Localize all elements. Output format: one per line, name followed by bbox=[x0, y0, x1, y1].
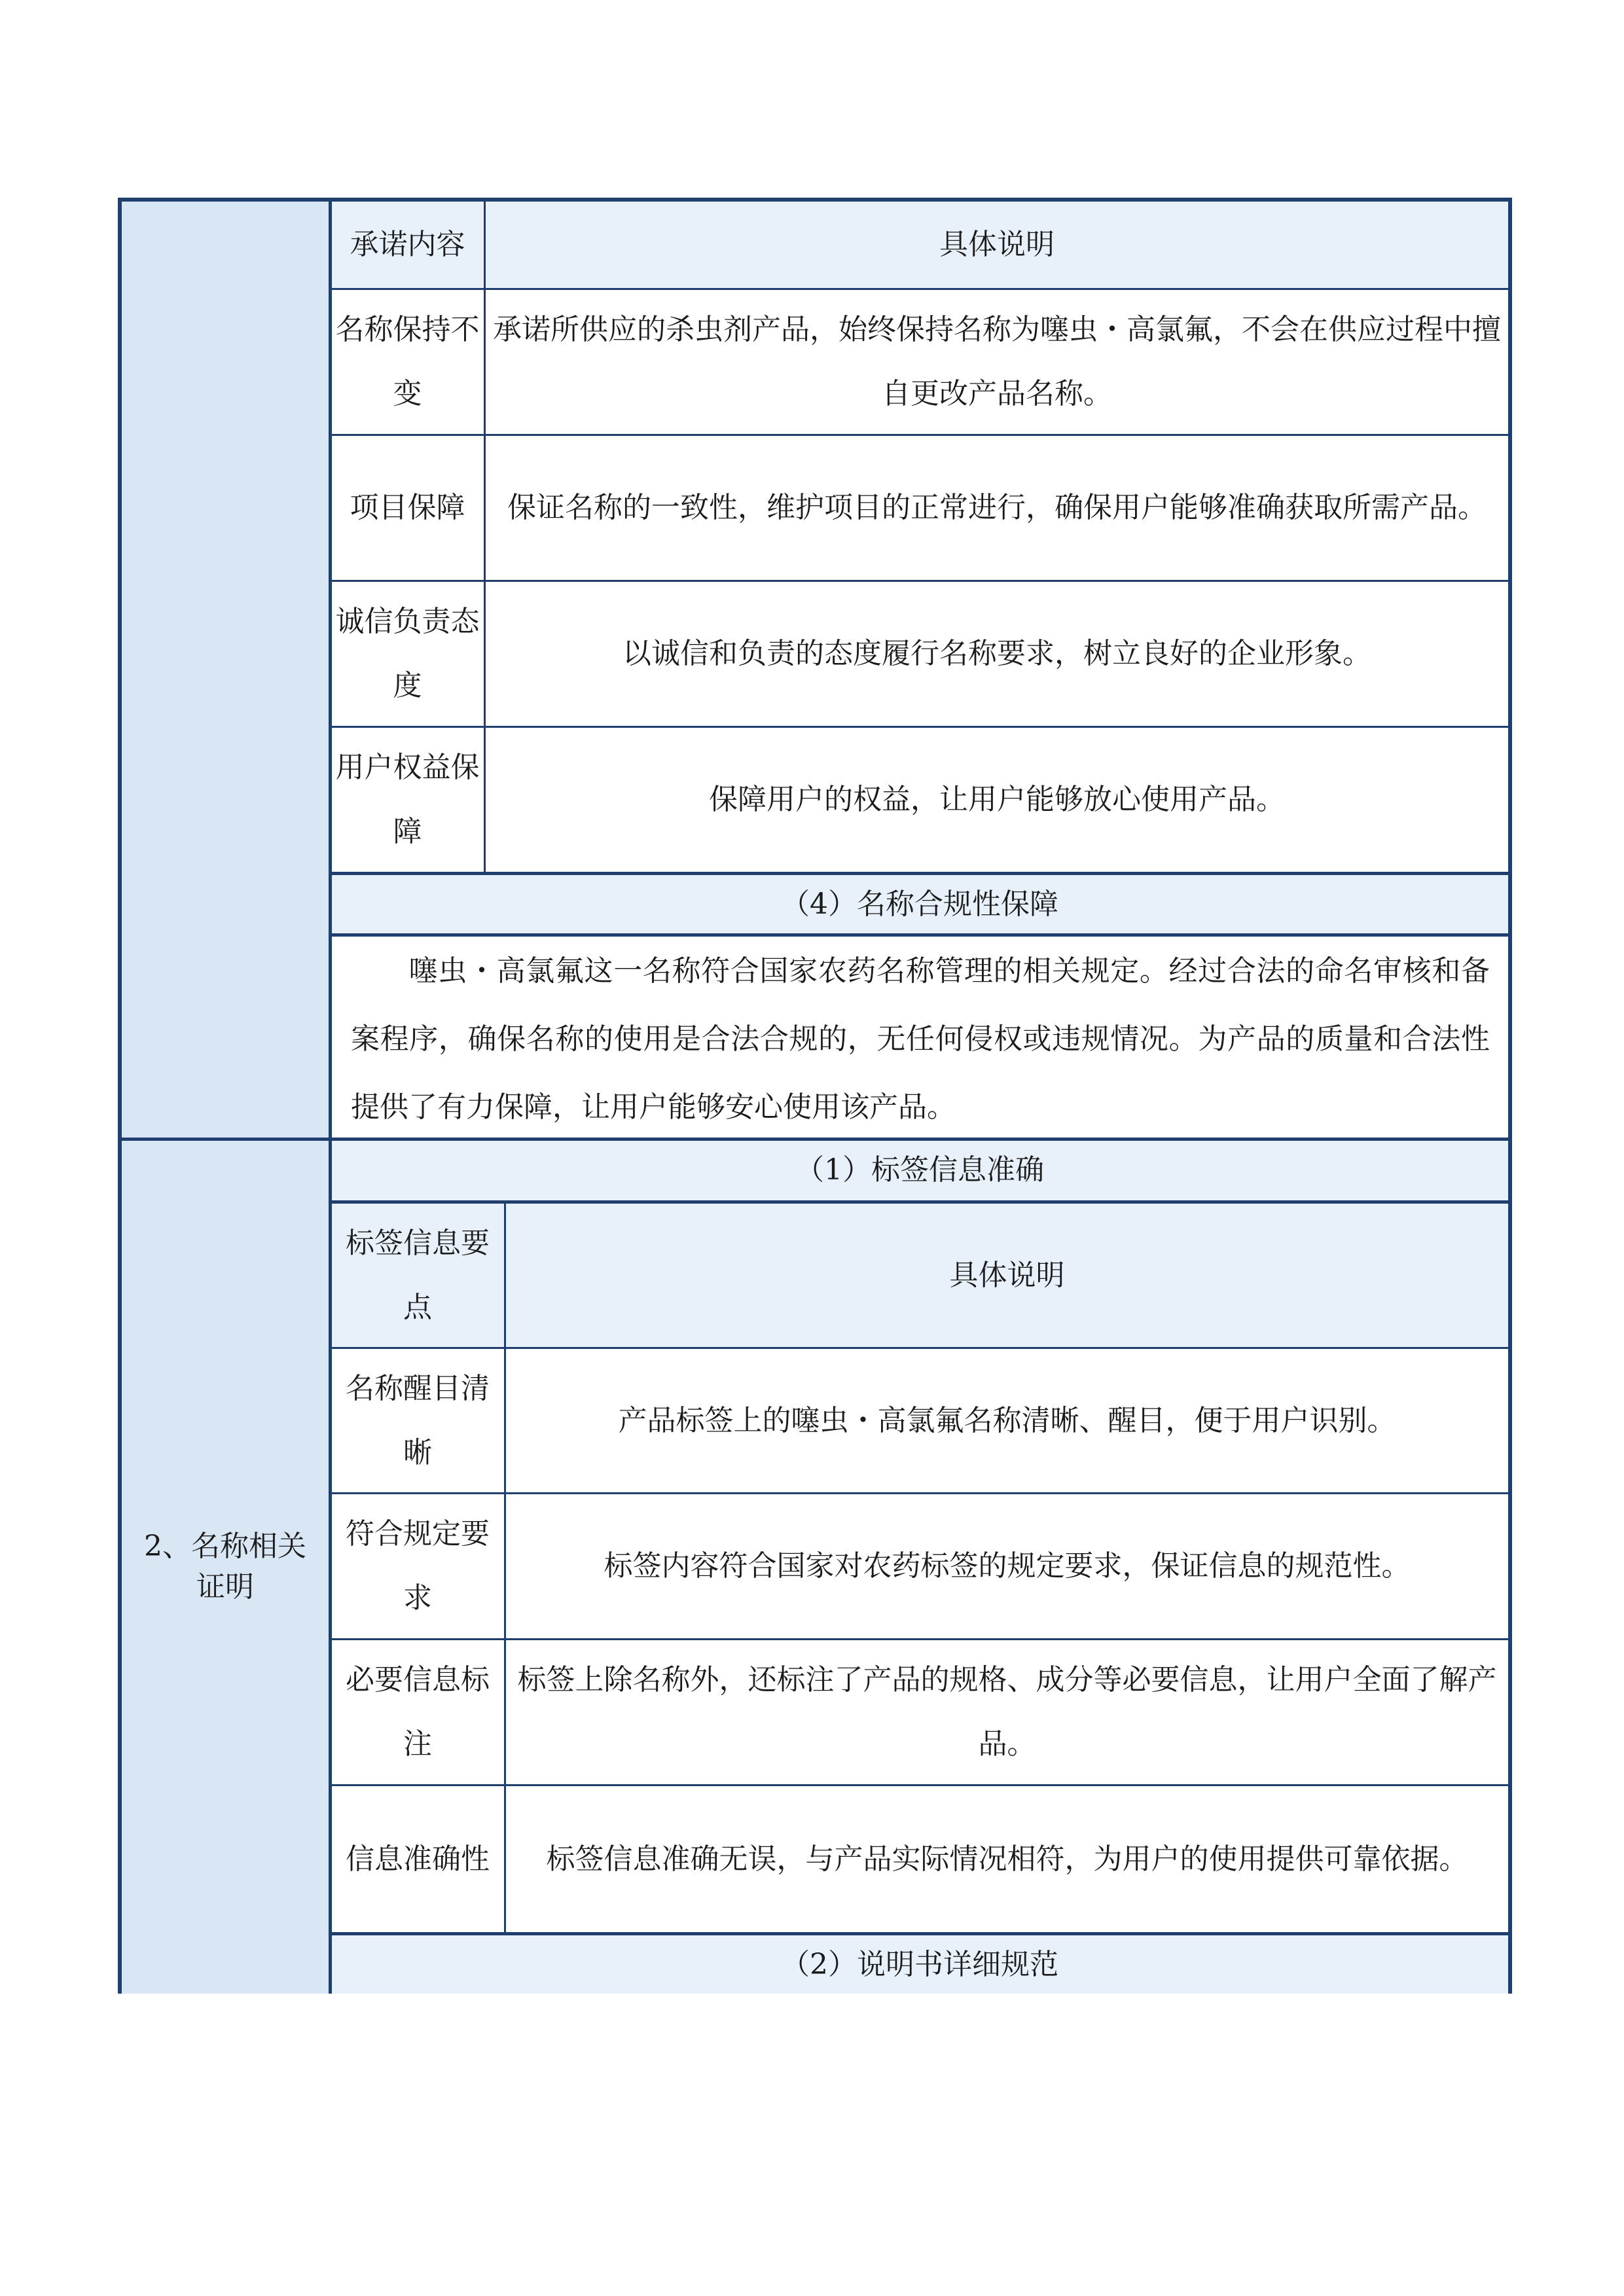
s1-header-col1: 承诺内容 bbox=[350, 228, 465, 261]
s1-row1-key: 名称保持不变 bbox=[335, 313, 480, 410]
s1-subheading: （4）名称合规性保障 bbox=[781, 887, 1058, 921]
s2-left-label: 2、名称相关证明 bbox=[144, 1530, 306, 1604]
document-table bbox=[118, 198, 1512, 1994]
s2-header-col1: 标签信息要点 bbox=[346, 1226, 490, 1324]
s2-row2-key: 符合规定要求 bbox=[346, 1517, 490, 1615]
s1-paragraph-text: 噻虫・高氯氟这一名称符合国家农药名称管理的相关规定。经过合法的命名审核和备案程序，确保名称的使用是合法合规的，无任何侵权或违规情况。为产品的质量和合法性提供了有力保障，让用户能够安心使用该产品。 bbox=[351, 954, 1490, 1124]
s2-row3-key: 必要信息标注 bbox=[346, 1663, 490, 1761]
s2-header-col2: 具体说明 bbox=[949, 1258, 1065, 1292]
s1-row2-key: 项目保障 bbox=[350, 491, 465, 524]
s2-row3-value: 标签上除名称外，还标注了产品的规格、成分等必要信息，让用户全面了解产品。 bbox=[517, 1663, 1497, 1761]
s2-row4-value: 标签信息准确无误，与产品实际情况相符，为用户的使用提供可靠依据。 bbox=[546, 1842, 1468, 1876]
s1-paragraph bbox=[351, 937, 1490, 1138]
s2-row1-value: 产品标签上的噻虫・高氯氟名称清晰、醒目，便于用户识别。 bbox=[618, 1403, 1396, 1437]
s1-row3-value: 以诚信和负责的态度履行名称要求，树立良好的企业形象。 bbox=[623, 637, 1371, 670]
s2-row2-value: 标签内容符合国家对农药标签的规定要求，保证信息的规范性。 bbox=[604, 1549, 1411, 1583]
s1-row1-value: 承诺所供应的杀虫剂产品，始终保持名称为噻虫・高氯氟，不会在供应过程中擅自更改产品名称。 bbox=[493, 313, 1501, 410]
s1-row4-key: 用户权益保障 bbox=[335, 751, 480, 848]
s1-row2-value: 保证名称的一致性，维护项目的正常进行，确保用户能够准确获取所需产品。 bbox=[507, 491, 1487, 524]
s2-subheading1: （1）标签信息准确 bbox=[795, 1153, 1044, 1187]
s2-subheading2: （2）说明书详细规范 bbox=[781, 1947, 1058, 1981]
s1-header-col2: 具体说明 bbox=[939, 228, 1055, 261]
s2-row1-key: 名称醒目清晰 bbox=[346, 1371, 490, 1469]
s1-row4-value: 保障用户的权益，让用户能够放心使用产品。 bbox=[709, 783, 1285, 816]
s2-row4-key: 信息准确性 bbox=[346, 1842, 490, 1876]
section1-left-cell bbox=[122, 202, 329, 1138]
s1-row3-key: 诚信负责态度 bbox=[335, 605, 480, 702]
